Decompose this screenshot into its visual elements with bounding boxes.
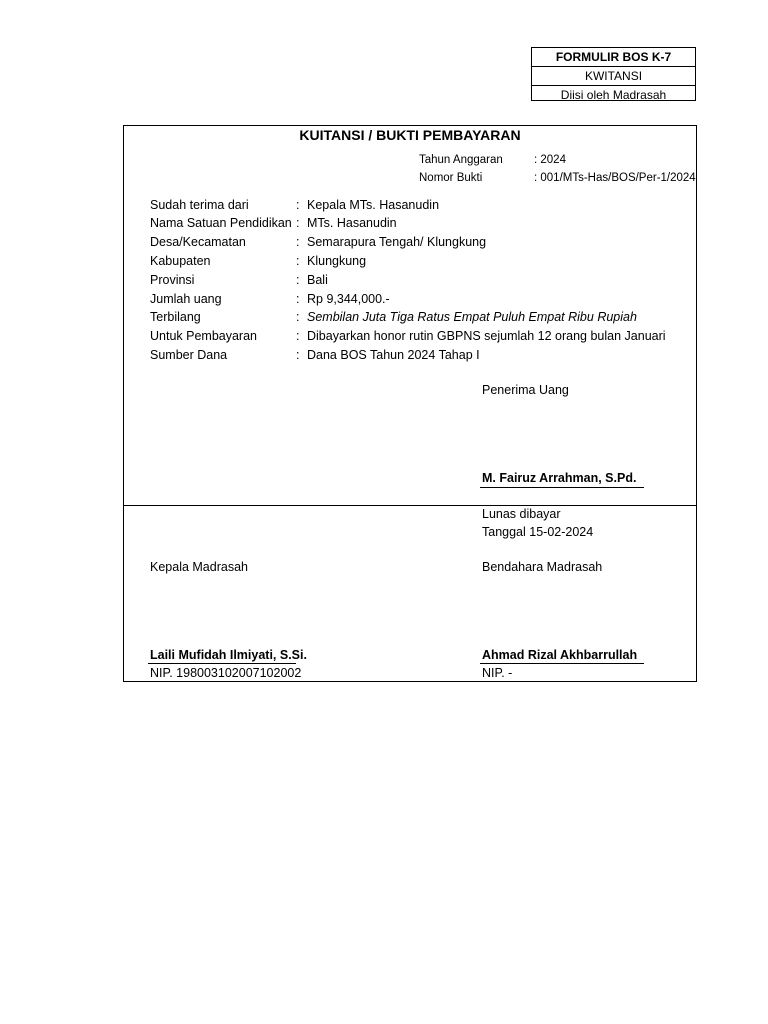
head-name: Laili Mufidah Ilmiyati, S.Si.	[150, 648, 307, 662]
field-value: Semarapura Tengah/ Klungkung	[307, 235, 487, 249]
head-signature-line	[148, 663, 296, 664]
receipt-title: KUITANSI / BUKTI PEMBAYARAN	[299, 127, 521, 143]
field-colon: :	[296, 329, 300, 343]
field-value: Dibayarkan honor rutin GBPNS sejumlah 12 orang bulan Januari	[307, 329, 666, 343]
field-label: Sumber Dana	[150, 348, 228, 362]
recipient-role: Penerima Uang	[482, 383, 569, 397]
recipient-name: M. Fairuz Arrahman, S.Pd.	[482, 471, 637, 485]
field-label: Terbilang	[150, 310, 201, 324]
field-value: Klungkung	[307, 254, 367, 268]
form-note: Diisi oleh Madrasah	[532, 85, 695, 104]
field-colon: :	[296, 348, 300, 362]
head-nip: NIP. 198003102007102002	[150, 666, 302, 680]
head-role: Kepala Madrasah	[150, 560, 248, 574]
meta-value-number: : 001/MTs-Has/BOS/Per-1/2024	[534, 172, 696, 184]
field-colon: :	[296, 235, 300, 249]
field-value-amount-in-words: Sembilan Juta Tiga Ratus Empat Puluh Empat Ribu Rupiah	[307, 310, 637, 324]
paid-status: Lunas dibayar	[482, 507, 561, 521]
field-label: Kabupaten	[150, 254, 211, 268]
field-colon: :	[296, 198, 300, 212]
field-colon: :	[296, 310, 300, 324]
paid-date: Tanggal 15-02-2024	[482, 525, 594, 539]
field-colon: :	[296, 216, 300, 230]
treasurer-role: Bendahara Madrasah	[482, 560, 603, 574]
form-code-box	[531, 47, 696, 101]
field-value: Kepala MTs. Hasanudin	[307, 198, 440, 212]
field-colon: :	[296, 273, 300, 287]
meta-value-year: : 2024	[534, 154, 566, 166]
field-label: Desa/Kecamatan	[150, 235, 246, 249]
treasurer-nip: NIP. -	[482, 666, 513, 680]
field-value: MTs. Hasanudin	[307, 216, 397, 230]
field-label: Nama Satuan Pendidikan	[150, 216, 292, 230]
field-colon: :	[296, 254, 300, 268]
field-label: Sudah terima dari	[150, 198, 249, 212]
section-divider	[123, 505, 697, 506]
meta-label-year: Tahun Anggaran	[419, 154, 503, 166]
meta-label-number: Nomor Bukti	[419, 172, 483, 184]
field-value: Rp 9,344,000.-	[307, 292, 390, 306]
form-code: FORMULIR BOS K-7	[555, 50, 672, 64]
field-label: Jumlah uang	[150, 292, 222, 306]
field-label: Provinsi	[150, 273, 195, 287]
treasurer-signature-line	[480, 663, 644, 664]
recipient-signature-line	[480, 487, 644, 488]
field-value: Dana BOS Tahun 2024 Tahap I	[307, 348, 480, 362]
form-type: KWITANSI	[532, 66, 695, 85]
field-value: Bali	[307, 273, 328, 287]
field-colon: :	[296, 292, 300, 306]
treasurer-name: Ahmad Rizal Akhbarrullah	[482, 648, 638, 662]
field-label: Untuk Pembayaran	[150, 329, 258, 343]
